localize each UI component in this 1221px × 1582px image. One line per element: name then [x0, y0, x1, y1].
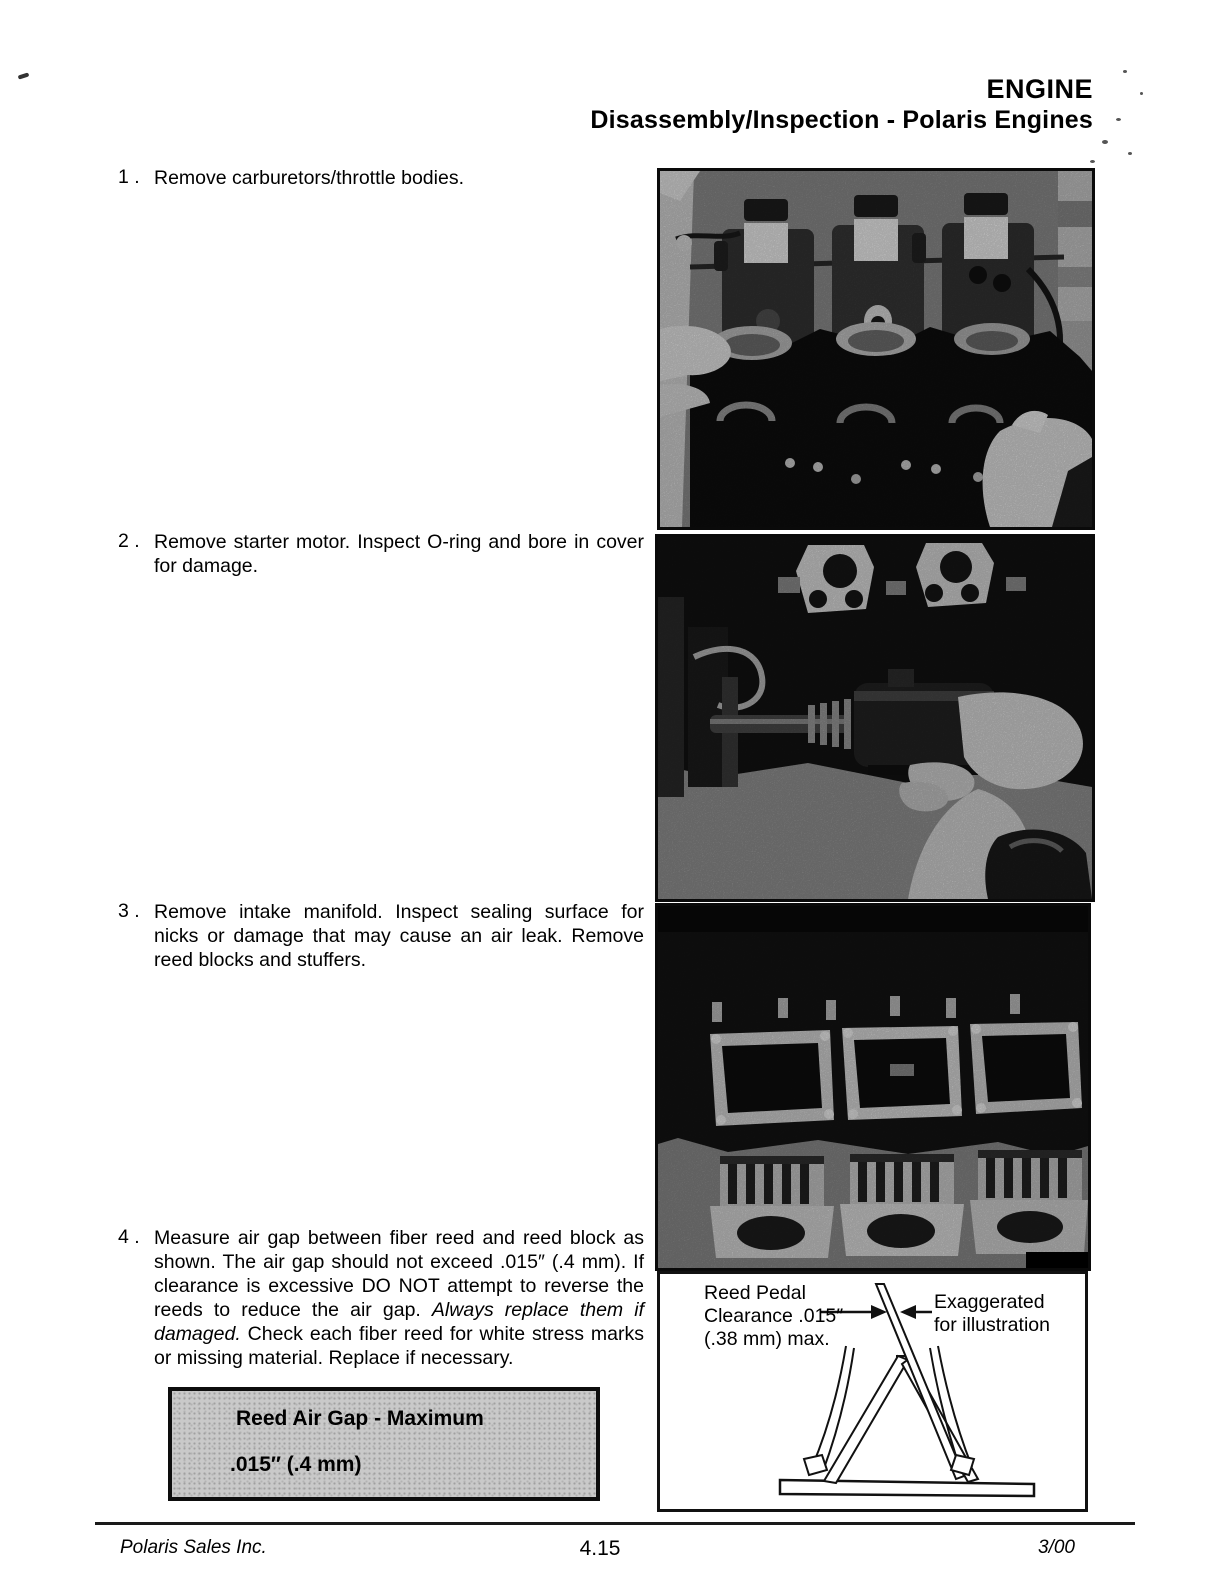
scan-noise	[1128, 152, 1132, 155]
step-3-text: Remove intake manifold. Inspect sealing surface for nicks or damage that may cause an air leak. Remove reed blocks and stuffers.	[154, 901, 644, 971]
photo-carburetors-illustration	[660, 171, 1092, 527]
step-2-text: Remove starter motor. Inspect O-ring and bore in cover for damage.	[154, 531, 644, 577]
spec-box-reed-air-gap	[168, 1387, 600, 1501]
footer-date: 3/00	[1038, 1537, 1075, 1558]
photo-starter-motor-removal	[655, 534, 1095, 902]
step-1-text: Remove carburetors/throttle bodies.	[154, 167, 464, 189]
scan-noise	[1102, 140, 1108, 144]
step-3-number: 3 .	[118, 900, 140, 922]
step-4	[118, 1226, 644, 1370]
header-subsection-title: Disassembly/Inspection - Polaris Engines	[590, 106, 1093, 134]
scan-noise	[1140, 92, 1143, 95]
footer-company: Polaris Sales Inc.	[120, 1537, 267, 1558]
scan-artifact-mark	[18, 72, 30, 79]
header-section-title: ENGINE	[986, 74, 1093, 104]
step-2	[118, 530, 644, 578]
diagram-label-for-illustration: for illustration	[934, 1314, 1050, 1336]
scan-noise	[1123, 70, 1127, 73]
spec-box-title: Reed Air Gap - Maximum	[236, 1407, 484, 1430]
photo-carburetors-removal	[657, 168, 1095, 530]
scan-noise	[1090, 160, 1095, 163]
photo-starter-motor-illustration	[658, 537, 1092, 899]
step-4-number: 4 .	[118, 1226, 140, 1248]
step-4-text-part1: Measure air gap between fiber reed and reed block as shown. The air gap should not exceed .015″ (.4 mm). If clearance is excessive DO NOT attempt to reverse the reeds to reduce the air gap.	[154, 1227, 644, 1321]
photo-reed-blocks	[655, 903, 1091, 1271]
step-4-text-italic: Always replace them if damaged.	[154, 1299, 645, 1345]
step-2-number: 2 .	[118, 530, 140, 552]
diagram-label-reed-pedal: Reed Pedal	[704, 1282, 806, 1304]
step-1-number: 1 .	[118, 166, 140, 188]
diagram-label-clearance: Clearance .015″	[704, 1305, 844, 1327]
footer-rule	[95, 1522, 1135, 1525]
step-4-text	[154, 1226, 644, 1370]
step-3	[118, 900, 644, 972]
spec-box-value: .015″ (.4 mm)	[230, 1453, 362, 1476]
footer-page-number: 4.15	[579, 1537, 621, 1560]
diagram-label-max: (.38 mm) max.	[704, 1328, 830, 1350]
scan-noise	[1116, 118, 1121, 121]
photo-reed-blocks-illustration	[658, 906, 1088, 1268]
reed-clearance-diagram	[657, 1271, 1088, 1512]
diagram-label-left	[704, 1282, 843, 1351]
diagram-label-exaggerated: Exaggerated	[934, 1291, 1045, 1313]
step-4-text-part2: Check each fiber reed for white stress marks or missing material. Replace if necessary.	[154, 1323, 644, 1369]
page-header	[590, 74, 1093, 136]
diagram-label-right	[934, 1291, 1050, 1337]
step-1	[118, 166, 644, 190]
